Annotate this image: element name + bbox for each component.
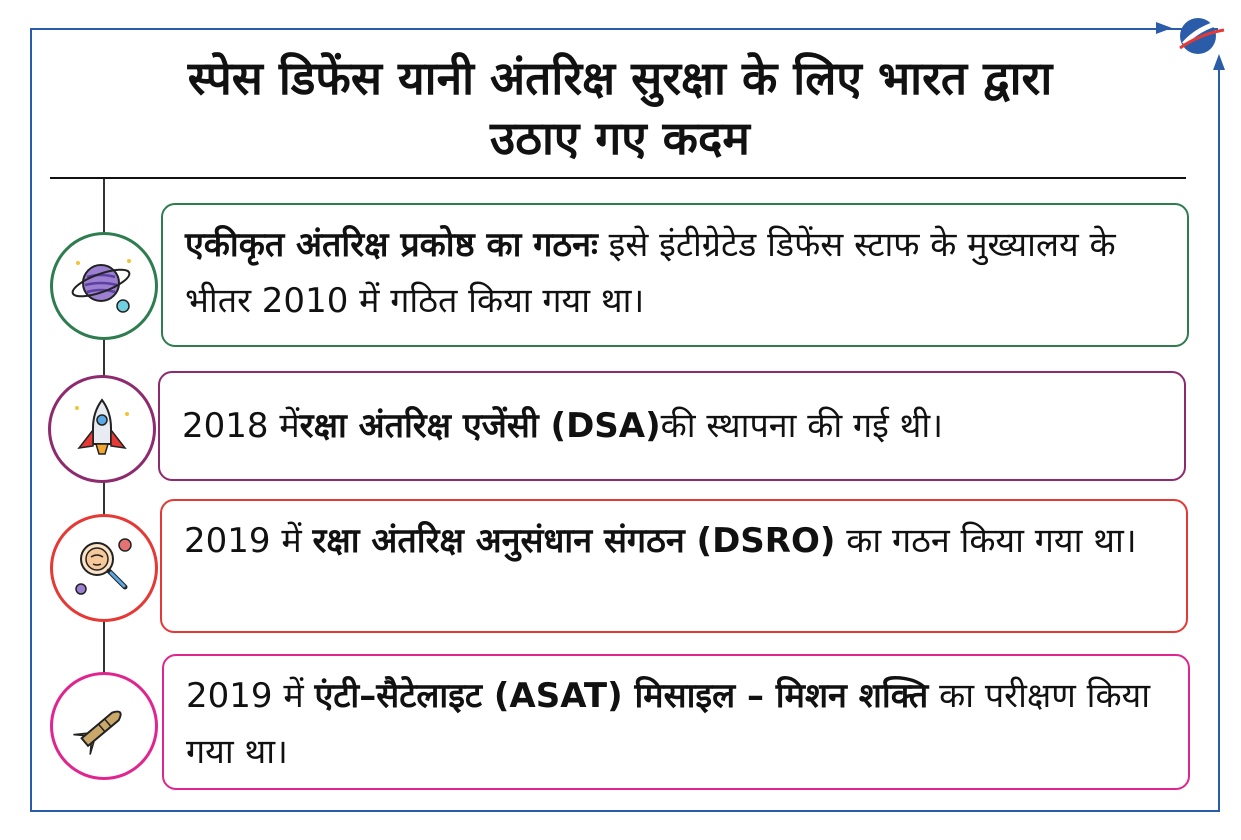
item-3-text: का गठन किया गया था। bbox=[835, 521, 1137, 561]
timeline-item-4 bbox=[162, 654, 1190, 790]
title-line-2: उठाए गए कदम bbox=[490, 111, 750, 165]
page-title bbox=[40, 48, 1200, 168]
timeline-item-1 bbox=[161, 203, 1189, 347]
timeline-node-3 bbox=[50, 514, 158, 622]
timeline-item-3 bbox=[160, 499, 1188, 633]
space-research-icon bbox=[69, 533, 139, 603]
timeline-item-2 bbox=[158, 371, 1186, 481]
item-2-prefix: 2018 में bbox=[182, 406, 300, 446]
title-line-1: स्पेस डिफेंस यानी अंतरिक्ष सुरक्षा के लिए भारत द्वारा bbox=[187, 51, 1053, 105]
space-shuttle-icon bbox=[67, 394, 137, 464]
item-2-heading: रक्षा अंतरिक्ष एजेंसी (DSA) bbox=[299, 406, 661, 446]
item-1-heading: एकीकृत अंतरिक्ष प्रकोष्ठ का गठनः bbox=[185, 225, 598, 265]
item-1-text: इसे इंटीग्रेटेड डिफेंस स्टाफ के मुख्यालय के भीतर 2010 में गठित किया गया था। bbox=[185, 225, 1116, 321]
frame-right-edge bbox=[1218, 66, 1220, 812]
item-2-text: की स्थापना की गई थी। bbox=[660, 406, 944, 446]
missile-icon bbox=[69, 691, 139, 761]
timeline-node-2 bbox=[48, 375, 156, 483]
item-4-prefix: 2019 में bbox=[186, 676, 315, 716]
timeline-node-4 bbox=[50, 672, 158, 780]
item-3-heading: रक्षा अंतरिक्ष अनुसंधान संगठन (DSRO) bbox=[312, 521, 836, 561]
item-4-heading: एंटी–सैटेलाइट (ASAT) मिसाइल – मिशन शक्ति bbox=[314, 676, 929, 716]
timeline-node-1 bbox=[50, 232, 158, 340]
title-divider bbox=[50, 177, 1186, 179]
planet-icon bbox=[69, 251, 139, 321]
item-4-text: का परीक्षण किया गया था। bbox=[186, 676, 1151, 772]
item-3-prefix: 2019 में bbox=[184, 521, 313, 561]
